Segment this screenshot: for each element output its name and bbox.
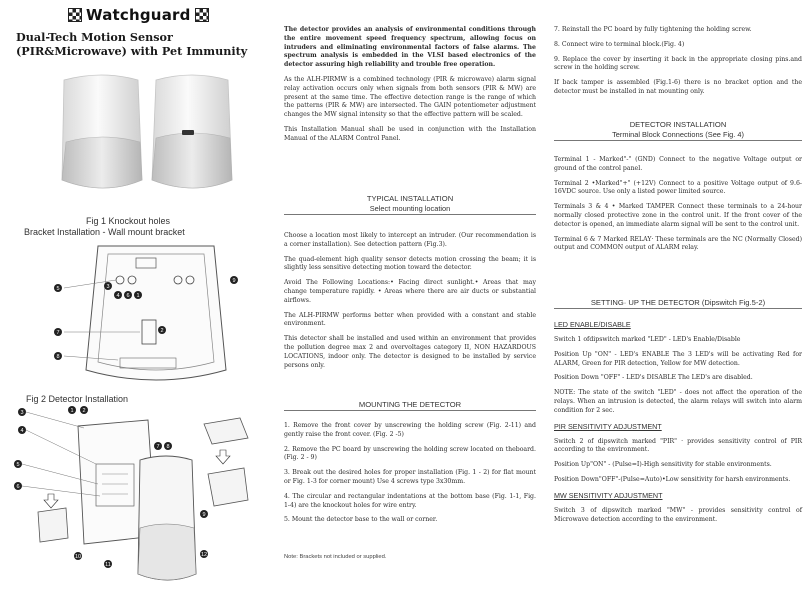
fig1-bracket-diagram [38,240,258,390]
closing-steps [554,26,802,103]
led-item: Position Down "OFF" - LED's DISABLE The LED's are disabled. [554,374,753,382]
fig1-label: 1 [136,293,140,299]
intro-paragraph: The detector provides an analysis of environmental conditions through the entire movement speed frequency spectrum, allowing focus on intruders and eliminating environmental factors of false alarms. The spectrum analysis is embedded in the VLSI based electronics of the detector assuring high reliability and trouble free operation. [284,26,536,69]
brand-name: Watchguard [86,6,191,24]
fig2-label: 12 [200,552,208,558]
product-photo [52,72,248,202]
mounting-step: 2. Remove the PC board by unscrewing the holding screw located on theboard.(Fig. 2 - 9) [284,445,536,462]
intro-paragraph: This Installation Manual shall be used in conjunction with the Installation Manual of the ALARM Control Panel. [284,125,536,142]
fig2-label: 5 [16,462,20,468]
typical-paragraph: The quad-element high quality sensor detects motion crossing the beam; it is slightly less sensitive detecting motion toward the detector. [284,255,536,272]
fig2-label: 9 [202,512,206,518]
mounting-steps [284,422,536,531]
pir-item: Position Up"ON" - (Pulse=I)-High sensitivity for stable environments. [554,461,772,469]
led-subheading: LED ENABLE/DISABLE [554,320,631,329]
brand-logo [68,6,209,24]
fig1-label: 8 [56,354,60,360]
terminal-list [554,156,802,259]
closing-step: If back tamper is assembled (Fig.1-6) there is no bracket option and the detector must be installed in nat mounting only. [554,79,802,95]
fig2-label: 4 [20,428,24,434]
fig1-label: 9 [232,278,236,284]
brackets-note: Note: Brackets not included or supplied. [284,554,387,560]
fig2-label: 8 [166,444,170,450]
fig1-label: 4 [116,293,120,299]
section-title: DETECTOR INSTALLATION [629,120,727,129]
fig1-title: Fig 1 Knockout holes [86,216,171,226]
middle-column [272,0,538,589]
pir-item: Position Down"OFF"-(Pulse=Auto)•Low sensitivity for harsh environments. [554,475,791,483]
fig1-label: 3 [106,284,110,290]
closing-step: 8. Connect wire to terminal block.(Fig. 4) [554,40,685,48]
terminal-item: Terminal 6 & 7 Marked RELAY· These terminals are the NC (Normally Closed) output and COMMON output of ALARM relay. [554,235,802,252]
mounting-step: 3. Break out the desired holes for proper installation (Fig. 1 - 2) for flat mount or Fig. 1-3 for corner mount) Use 4 screws type 3x30mm. [284,469,536,485]
closing-step: 9. Replace the cover by inserting it back in the appropriate closing pins.and screw in the holding screw. [554,55,802,72]
led-item: Switch 1 ofdipswitch marked "LED" - LED's Enable/Disable [554,336,741,343]
fig2-installation-diagram [8,404,258,589]
pir-item: Switch 2 of dipswitch marked "PIR" · provides sensitivity control of PIR according to the environment. [554,437,802,454]
typical-paragraph: Avoid The Following Locations:• Facing direct sunlight.• Areas that may change temperature rapidly. • Areas where there are air ducts or substantial airflows. [284,279,536,304]
mw-item: Switch 3 of dipswitch marked "MW" - provides sensitivity control of Microwave detection according to the environment. [554,506,802,523]
typical-paragraph: This detector shall be installed and used within an environment that provides the pollution degree max 2 and overvoltages category II, NON HAZARDOUS LOCATIONS, indoor only. The detector is designed to be installed by service persons only. [284,335,536,369]
fig2-label: 3 [20,410,24,416]
fig2-label: 2 [82,408,86,414]
typical-installation-body [284,232,536,376]
fig2-label: 7 [156,444,160,450]
fig1-label: 5 [56,286,60,292]
closing-step: 7. Reinstall the PC board by fully tightening the holding screw. [554,26,752,33]
right-column [548,0,806,589]
fig1-label: 7 [56,330,60,336]
terminal-item: Terminals 3 & 4 • Marked TAMPER Connect these terminals to a 24-hour normally closed protective zone in the control unit. If the front cover of the detector is opened, an immediate alarm signal will be sent to the control unit. [554,203,802,228]
fig1-subtitle: Bracket Installation - Wall mount bracket [24,227,185,237]
setting-heading [554,298,802,309]
section-title: TYPICAL INSTALLATION [366,194,454,203]
fig2-label: 11 [105,562,111,568]
terminal-item: Terminal 2 •Marked"+" (+12V) Connect to a positive Voltage output of 9.6-16VDC source. Use only a listed power limited source. [554,179,802,196]
mw-subheading: MW SENSITIVITY ADJUSTMENT [554,490,663,500]
intro-paragraph: As the ALH-PIRMW is a combined technology (PIR & microwave) alarm signal relay activation occurs only when signals from both sensors (PIR & MW) are present at the same time. The effective detection range is the range of which the patterns (PIR & MW) are intersected. The GAIN potentiometer adjustment changes the MW signal intensity so that the effective pattern will be scaled. [284,75,536,119]
led-item: NOTE: The state of the switch "LED" - does not affect the operation of the relays. When an intrusion is detected, the alarm relays will switch into alarm condition for 2 sec. [554,389,802,414]
setting-body [554,314,802,530]
mounting-step: 5. Mount the detector base to the wall or corner. [284,516,438,524]
mounting-step: 1. Remove the front cover by unscrewing the holding screw (Fig. 2-11) and gently raise the front cover. (Fig. 2 -5) [284,422,536,438]
led-item: Position Up "ON" - LED's ENABLE The 3 LED's will be activating Red for ALARM, Green for PIR detection, Yellow for MW detection. [554,350,802,367]
typical-paragraph: The ALH-PIRMW performs better when provided with a constant and stable environment. [284,311,536,328]
mounting-step: 4. The circular and rectangular indentations at the bottom base (Fig. 1-1, Fig. 1-4) are the knockout holes for wire entry. [284,492,536,509]
fig1-label: 6 [126,293,130,299]
product-title: Dual-Tech Motion Sensor (PIR&Microwave) with Pet Immunity [16,30,248,58]
terminal-item: Terminal 1 - Marked"-" (GND) Connect to the negative Voltage output or ground of the control panel. [554,156,802,172]
fig2-label: 1 [70,408,74,414]
fig2-title: Fig 2 Detector Installation [26,394,129,404]
typical-installation-heading [284,194,536,215]
checker-icon [68,8,82,22]
typical-paragraph: Choose a location most likely to intercept an intruder. (Our recommendation is a corner installation). See detection pattern (Fig.3). [284,232,536,248]
section-subtitle: Terminal Block Connections (See Fig. 4) [612,130,744,139]
left-column [0,0,262,589]
detector-installation-heading [554,120,802,141]
intro-section [284,26,536,150]
section-title: SETTING· UP THE DETECTOR (Dipswitch Fig.5-2) [590,298,766,307]
checker-icon [195,8,209,22]
fig2-label: 6 [16,484,20,490]
pir-subheading: PIR SENSITIVITY ADJUSTMENT [554,421,662,431]
mounting-heading [284,400,536,411]
section-subtitle: Select mounting location [369,204,451,213]
fig1-label: 2 [160,328,164,334]
section-title: MOUNTING THE DETECTOR [358,400,462,409]
fig2-label: 10 [74,554,82,560]
